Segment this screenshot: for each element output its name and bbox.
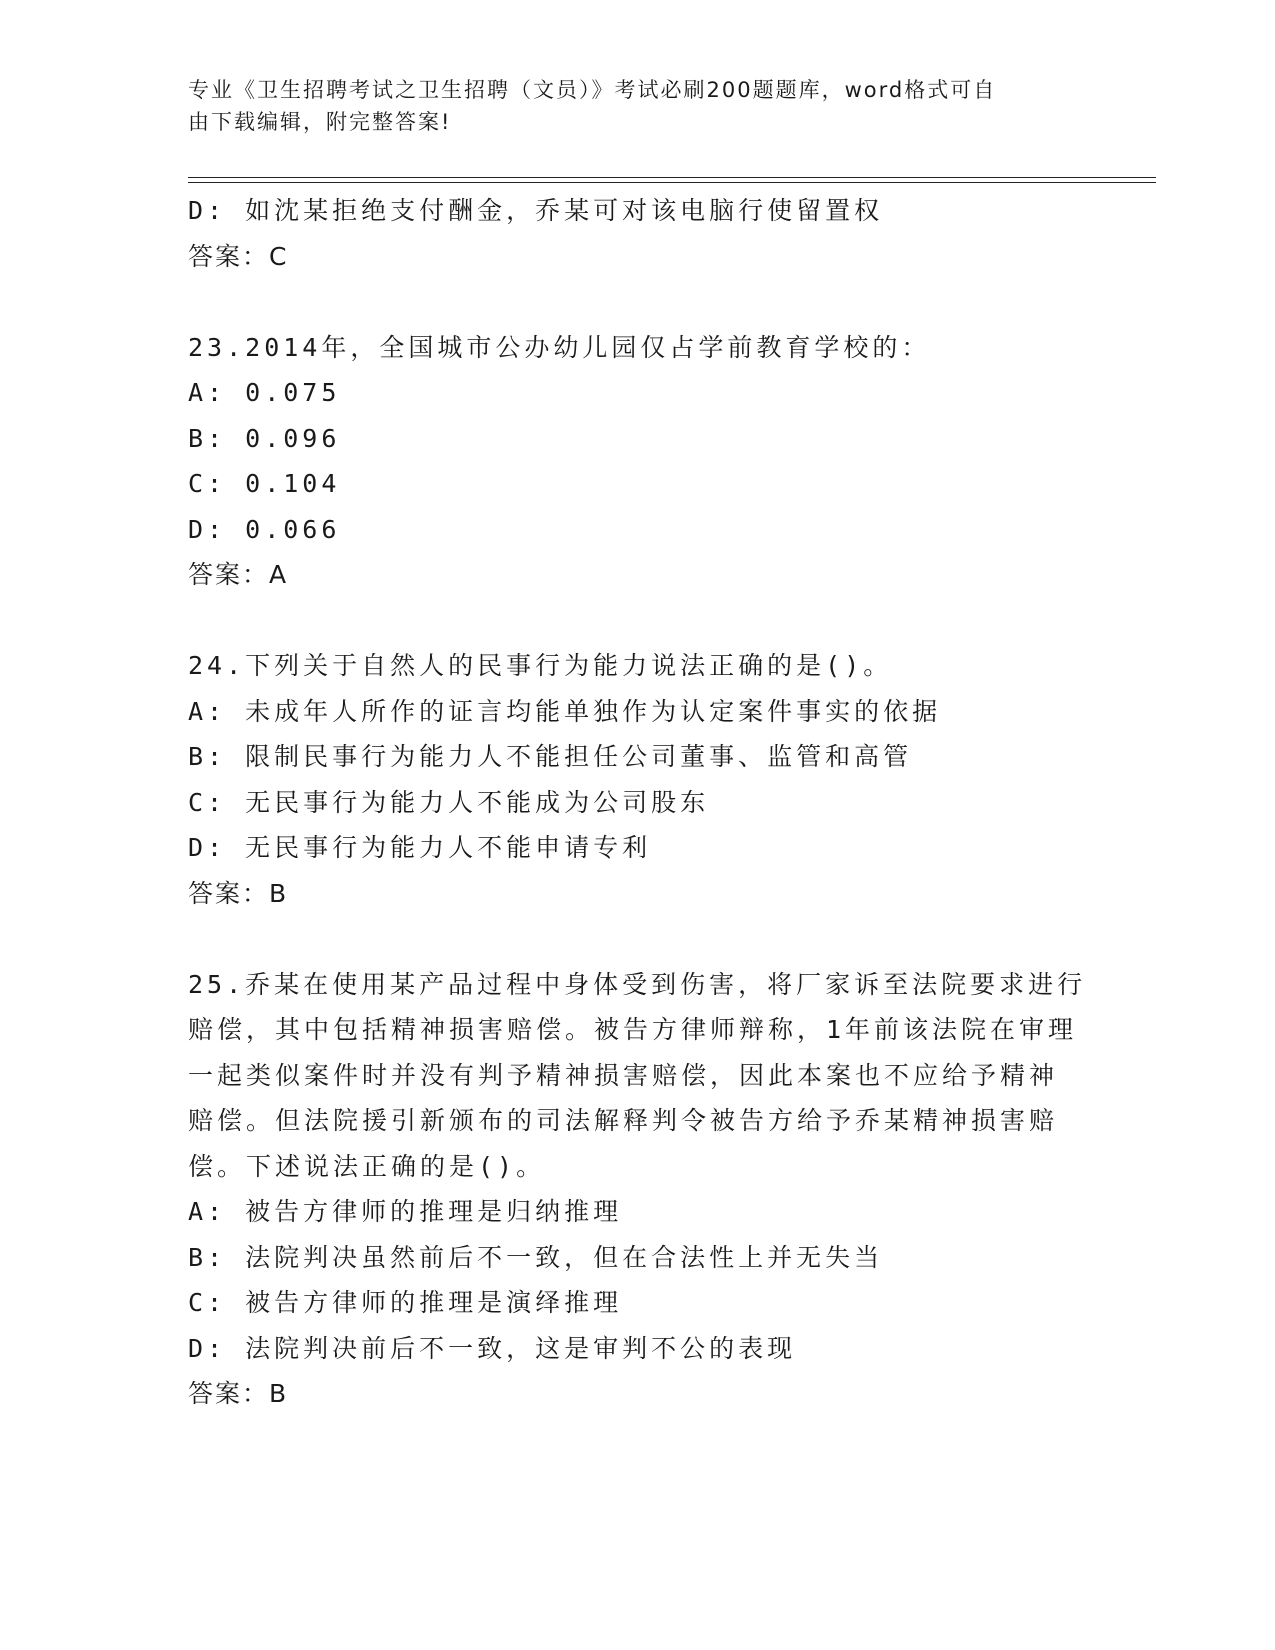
header-divider-top bbox=[188, 177, 1156, 178]
q23-answer: 答案：A bbox=[188, 560, 289, 589]
q23-option-c: C: 0.104 bbox=[188, 469, 341, 498]
q23-option-a: A: 0.075 bbox=[188, 378, 341, 407]
q24-answer: 答案：B bbox=[188, 878, 289, 908]
q24-question: 24.下列关于自然人的民事行为能力说法正确的是()。 bbox=[188, 651, 893, 680]
question-23 bbox=[188, 325, 1088, 598]
q25-question-line: 偿。下述说法正确的是()。 bbox=[188, 1151, 546, 1181]
q25-question-line: 一起类似案件时并没有判予精神损害赔偿，因此本案也不应给予精神 bbox=[188, 1060, 1059, 1090]
q24-option-d: D: 无民事行为能力人不能申请专利 bbox=[188, 833, 652, 862]
q24-option-a: A: 未成年人所作的证言均能单独作为认定案件事实的依据 bbox=[188, 696, 942, 726]
question-24 bbox=[188, 643, 1088, 916]
question-list bbox=[188, 188, 1088, 1417]
q25-option-b: B: 法院判决虽然前后不一致，但在合法性上并无失当 bbox=[188, 1242, 884, 1272]
q25-question-line: 赔偿，其中包括精神损害赔偿。被告方律师辩称，1年前该法院在审理 bbox=[188, 1015, 1078, 1044]
q24-option-b: B: 限制民事行为能力人不能担任公司董事、监管和高管 bbox=[188, 742, 913, 771]
q25-option-d: D: 法院判决前后不一致，这是审判不公的表现 bbox=[188, 1333, 797, 1363]
header-line-1: 专业《卫生招聘考试之卫生招聘（文员）》考试必刷200题题库，word格式可自 bbox=[188, 78, 997, 102]
q23-option-d: D: 0.066 bbox=[188, 514, 341, 544]
q23-question: 23.2014年，全国城市公办幼儿园仅占学前教育学校的： bbox=[188, 332, 931, 362]
q25-option-a: A: 被告方律师的推理是归纳推理 bbox=[188, 1197, 623, 1226]
q25-question-line: 赔偿。但法院援引新颁布的司法解释判令被告方给予乔某精神损害赔 bbox=[188, 1106, 1059, 1135]
question-22-fragment bbox=[188, 188, 1088, 279]
header-line-2: 由下载编辑，附完整答案! bbox=[188, 110, 452, 134]
q25-answer: 答案：B bbox=[188, 1379, 289, 1408]
q24-option-c: C: 无民事行为能力人不能成为公司股东 bbox=[188, 787, 710, 817]
q25-option-c: C: 被告方律师的推理是演绎推理 bbox=[188, 1288, 623, 1317]
q25-question-line: 25.乔某在使用某产品过程中身体受到伤害，将厂家诉至法院要求进行 bbox=[188, 969, 1087, 999]
q22-option-d: D: 如沈某拒绝支付酬金，乔某可对该电脑行使留置权 bbox=[188, 196, 884, 225]
q22-answer: 答案：C bbox=[188, 241, 289, 271]
q23-option-b: B: 0.096 bbox=[188, 423, 341, 453]
q25-question bbox=[188, 962, 1088, 1190]
question-25 bbox=[188, 962, 1088, 1417]
document-header bbox=[188, 74, 1078, 138]
header-divider-bottom bbox=[188, 182, 1156, 183]
